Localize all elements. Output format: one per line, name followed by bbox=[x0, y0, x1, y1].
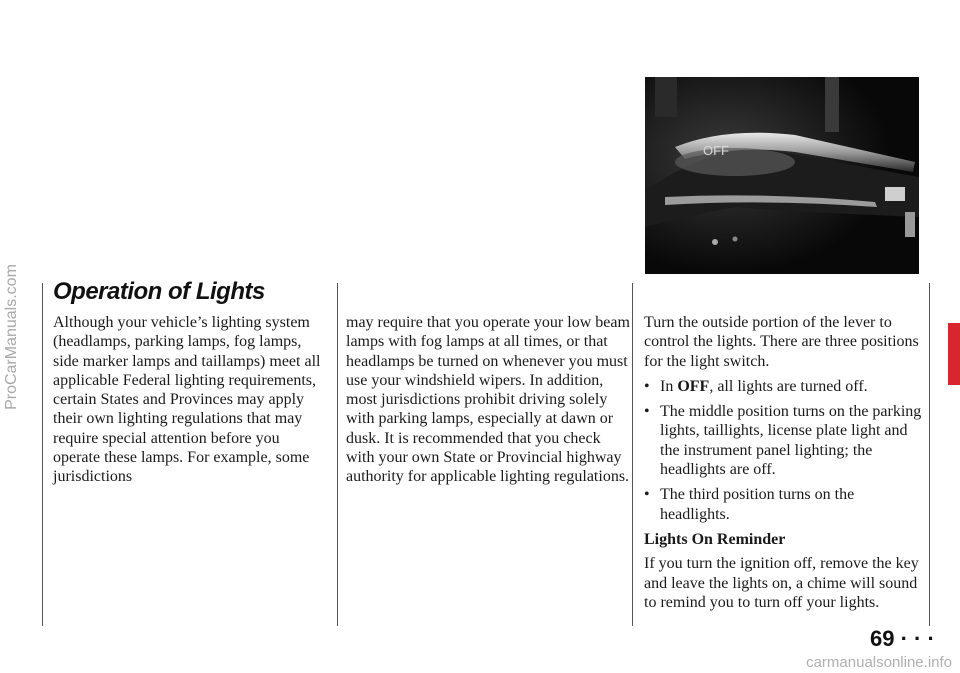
body-text-column-1: Although your vehicle’s lighting system (headlamps, parking lamps, fog lamps, side marker lamps and taillamps) meet all applicable Federal lighting requirements, certain States and Provinces may apply their own lighting regulations that may require special attention before you operate these lamps. For example, some jurisdictions bbox=[53, 314, 321, 486]
section-heading: Operation of Lights bbox=[53, 278, 265, 305]
light-switch-intro: Turn the outside portion of the lever to control the lights. There are three positions for the light switch. bbox=[644, 314, 919, 370]
switch-positions-list bbox=[644, 377, 924, 524]
column-rule bbox=[337, 283, 338, 626]
reminder-text: If you turn the ignition off, remove the key and leave the lights on, a chime will sound to remind you to turn off your lights. bbox=[644, 555, 919, 611]
list-item: • The middle position turns on the parking lights, taillights, license plate light and the instrument panel lighting; the headlights are off. bbox=[644, 402, 924, 479]
bottom-watermark: carmanualsonline.info bbox=[806, 654, 952, 671]
list-item: • The third position turns on the headlights. bbox=[644, 485, 924, 524]
subheading: Lights On Reminder bbox=[644, 530, 786, 548]
section-tab bbox=[948, 323, 960, 385]
side-watermark-text: ProCarManuals.com bbox=[3, 263, 21, 410]
body-text-column-3 bbox=[644, 313, 924, 618]
list-item: • In OFF, all lights are turned off. bbox=[644, 377, 924, 396]
photo-off-label: OFF bbox=[703, 143, 729, 158]
column-rule bbox=[632, 283, 633, 626]
column-rule bbox=[929, 283, 930, 626]
side-watermark bbox=[2, 0, 22, 673]
body-text-column-2: may require that you operate your low beam lamps with fog lamps at all times, or that headlamps be turned on whenever you must use your windshield wipers. In addition, most jurisdictions prohibit driving solely with parking lamps, especially at dawn or dusk. It is recommended that you check with your own State or Provincial highway authority for applicable lighting regulations. bbox=[346, 314, 630, 486]
page-number: 69 · · · bbox=[870, 626, 935, 651]
column-rule bbox=[42, 283, 43, 626]
headlamp-lever-photo bbox=[645, 77, 919, 274]
